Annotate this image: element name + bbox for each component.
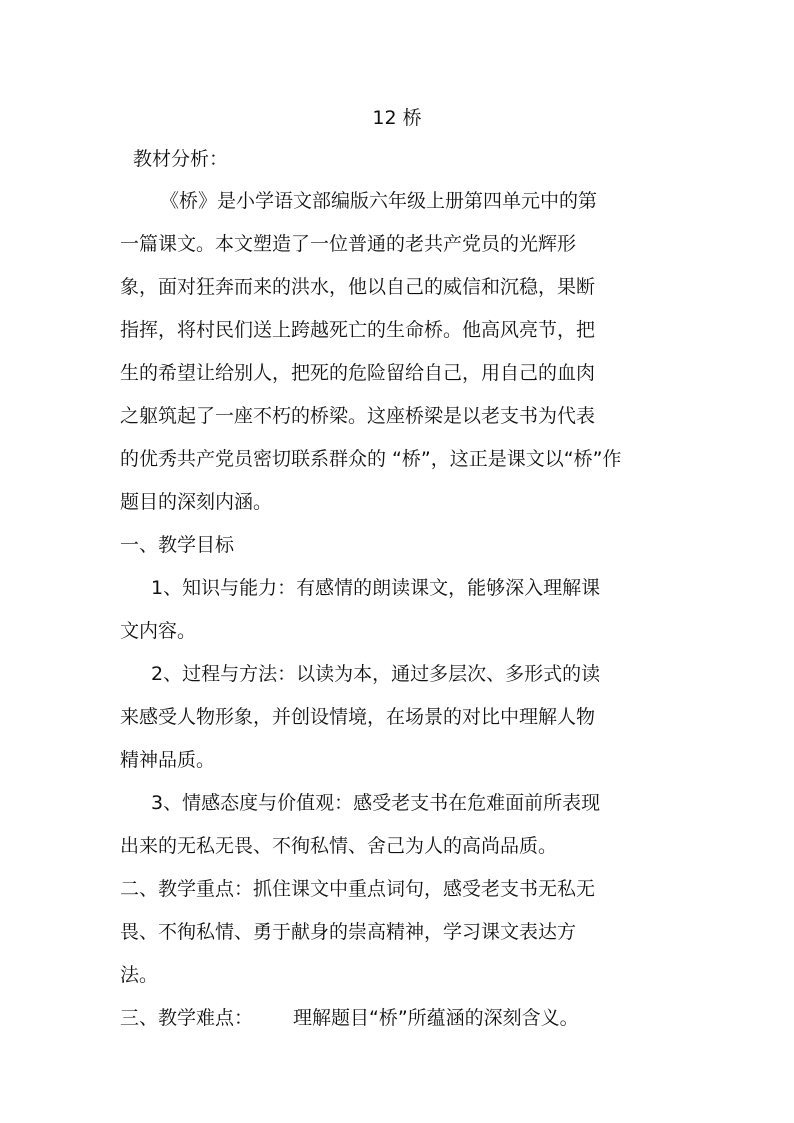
goal-line: 1、知识与能力：有感情的朗读课文，能够深入理解课 (151, 577, 601, 599)
goal-line: 来感受人物形象，并创设情境，在场景的对比中理解人物 (120, 706, 596, 728)
paragraph-line: 象，面对狂奔而来的洪水，他以自己的威信和沉稳，果断 (120, 276, 596, 298)
goal-line: 文内容。 (120, 620, 197, 642)
goal-line: 出来的无私无畏、不徇私情、舍己为人的高尚品质。 (120, 835, 558, 857)
paragraph-line: 的优秀共产党员密切联系群众的 “桥”，这正是课文以“桥”作 (120, 448, 622, 470)
paragraph-line: 之躯筑起了一座不朽的桥梁。这座桥梁是以老支书为代表 (120, 405, 596, 427)
section-line: 二、教学重点：抓住课文中重点词句，感受老支书无私无 (120, 878, 596, 900)
paragraph-line: 一篇课文。本文塑造了一位普通的老共产党员的光辉形 (120, 233, 577, 255)
section-line: 理解题目“桥”所蕴涵的深刻含义。 (293, 1007, 579, 1029)
analysis-heading: 教材分析： (133, 148, 229, 170)
paragraph-line: 生的希望让给别人，把死的危险留给自己，用自己的血肉 (120, 362, 596, 384)
section-line: 法。 (120, 964, 159, 986)
paragraph-line: 题目的深刻内涵。 (120, 491, 273, 513)
goal-line: 3、情感态度与价值观：感受老支书在危难面前所表现 (151, 792, 601, 814)
section-heading: 三、教学难点： (120, 1007, 254, 1029)
page-title: 12 桥 (372, 107, 422, 129)
section-heading: 一、教学目标 (120, 534, 235, 556)
paragraph-line: 《桥》是小学语文部编版六年级上册第四单元中的第 (160, 190, 598, 212)
goal-line: 精神品质。 (120, 749, 216, 771)
goal-line: 2、过程与方法：以读为本，通过多层次、多形式的读 (151, 663, 601, 685)
section-line: 畏、不徇私情、勇于献身的崇高精神，学习课文表达方 (120, 921, 577, 943)
paragraph-line: 指挥，将村民们送上跨越死亡的生命桥。他高风亮节，把 (120, 319, 596, 341)
